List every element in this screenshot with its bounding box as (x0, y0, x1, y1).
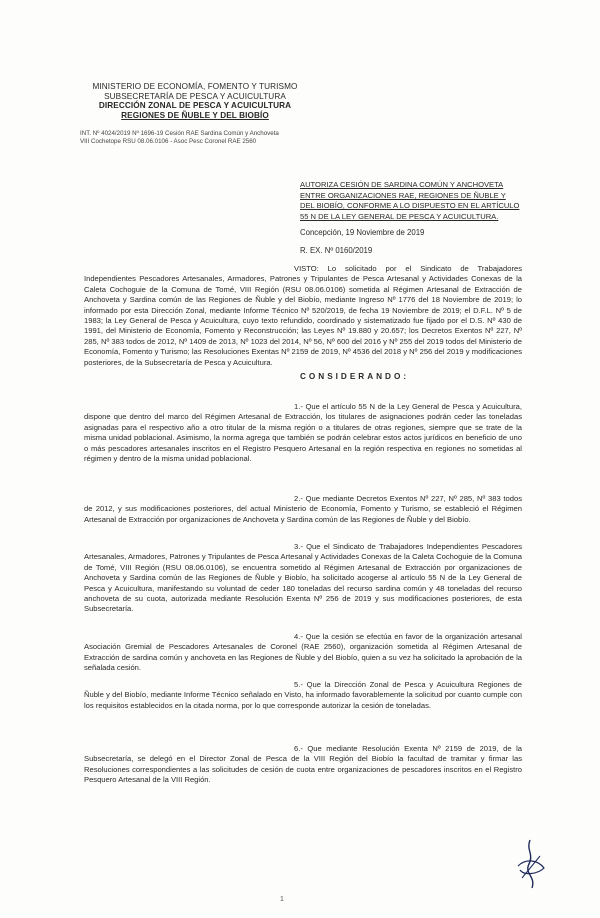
considerando-4 (84, 632, 522, 674)
considerando-1-text: 1.- Que el artículo 55 N de la Ley General de Pesca y Acuicultura, dispone que dentro del marco del Régimen Artesanal de Extracción, los titulares de asignaciones podrán ceder las toneladas asignadas para el respectivo año a otro titular de la misma región o a titulares de otras regiones, siempre que se trate de la misma unidad poblacional. Asimismo, la norma agrega que también se podrán celebrar estos actos jurídicos en beneficio de uno o más pescadores artesanales inscritos en el Registro Pesquero Artesanal en la región respectiva en regiones no sometidas al régimen y dentro de la misma unidad poblacional. (84, 402, 522, 464)
considerando-5-text: 5.- Que la Dirección Zonal de Pesca y Acuicultura Regiones de Ñuble y del Biobío, mediante Informe Técnico señalado en Visto, ha informado favorablemente la solicitud por cuanto cumple con los requisitos establecidos en la citada norma, por lo que corresponde autorizar la cesión de toneladas. (84, 680, 522, 710)
reference-block (80, 130, 320, 146)
considerando-6-text: 6.- Que mediante Resolución Exenta Nº 2159 de 2019, de la Subsecretaría, se delegó en el Director Zonal de Pesca de la VIII Región del Biobío la facultad de tramitar y firmar las Resoluciones correspondientes a las solicitudes de cesión de cuota entre organizaciones de pescadores inscritos en el Registro Pesquero Artesanal de la VIII Región. (84, 744, 522, 785)
considerando-heading: CONSIDERANDO: (300, 372, 410, 381)
header-line-ministry: MINISTERIO DE ECONOMÍA, FOMENTO Y TURISMO (92, 82, 298, 91)
visto-paragraph (84, 264, 522, 368)
reference-line-2: VIII Cochetope RSU 08.06.0106 - Asoc Pesc Coronel RAE 2560 (80, 138, 257, 145)
page-number: 1 (280, 896, 284, 903)
considerando-4-text: 4.- Que la cesión se efectúa en favor de la organización artesanal Asociación Gremial de Pescadores Artesanales de Coronel (RAE 2560), organización sometida al Régimen Artesanal de Extracción de sardina común y anchoveta en las Regiones de Ñuble y del Biobío, quien a su vez ha solicitado la aprobación de la señalada cesión. (84, 632, 522, 673)
handwritten-signature-icon (512, 838, 548, 890)
considerando-5 (84, 680, 522, 711)
considerando-1 (84, 402, 522, 464)
considerando-3 (84, 542, 522, 615)
header-line-direccion: DIRECCIÓN ZONAL DE PESCA Y ACUICULTURA (98, 101, 292, 111)
place-date: Concepción, 19 Noviembre de 2019 (300, 228, 425, 237)
header-line-subsecretaria: SUBSECRETARÍA DE PESCA Y ACUICULTURA (104, 91, 286, 101)
reference-line-1: INT. Nº 4024/2019 Nº 1696-19 Cesión RAE Sardina Común y Anchoveta (80, 130, 279, 137)
considerando-3-text: 3.- Que el Sindicato de Trabajadores Independientes Pescadores Artesanales, Armadores, Patrones y Tripulantes de Pesca Artesanal y Actividades Conexas de la Caleta Cochoguie de la Comuna de Tomé, VIII Región (RSU 08.06.0106), se encuentra sometido al Régimen Artesanal de Extracción por organizaciones de Anchoveta y Sardina común de las Regiones de Ñuble y Biobío, ha solicitado acogerse al artículo 55 N de la Ley General de Pesca y Acuicultura, manifestando su voluntad de ceder 180 toneladas del recurso sardina común y 48 toneladas del recurso anchoveta de su cuota, autorizada mediante Resolución Exenta Nº 256 de 2019 y sus modificaciones posteriores, de esta Subsecretaría. (84, 542, 522, 614)
considerando-2-text: 2.- Que mediante Decretos Exentos Nº 227, Nº 285, Nº 383 todos de 2012, y sus modificaciones posteriores, del actual Ministerio de Economía, Fomento y Turismo, se estableció el Régimen Artesanal de Extracción por organizaciones de Anchoveta y Sardina común de las Regiones de Ñuble y del Biobío. (84, 494, 522, 524)
visto-text: VISTO: Lo solicitado por el Sindicato de Trabajadores Independientes Pescadores Artesanales, Armadores, Patrones y Tripulantes de Pesca Artesanal y Actividades Conexas de la Caleta Cochoguie de la Comuna de Tomé, VIII Región (RSU 08.06.0106) sometida al Régimen Artesanal de Extracción de Anchoveta y Sardina común de las Regiones de Ñuble y del Biobío, mediante Ingreso Nº 1776 del 18 Noviembre de 2019; lo informado por esta Dirección Zonal, mediante Informe Técnico Nº 520/2019, de fecha 19 Noviembre de 2019; el D.F.L. Nº 5 de 1983; la Ley General de Pesca y Acuicultura, cuyo texto refundido, coordinado y sistematizado fue fijado por el D.S. Nº 430 de 1991, del Ministerio de Economía, Fomento y Reconstrucción; las Leyes Nº 19.880 y 20.657; los Decretos Exentos Nº 227, Nº 285, Nº 383 todos de 2012, Nº 1409 de 2013, Nº 1023 del 2014, Nº 56, Nº 600 del 2016 y Nº 255 del 2019 todos del Ministerio de Economía, Fomento y Turismo; las Resoluciones Exentas Nº 2159 de 2019, Nº 4536 del 2018 y Nº 256 del 2019 y modificaciones posteriores, de la Subsecretaría de Pesca y Acuicultura. (84, 264, 522, 367)
considerando-2 (84, 494, 522, 525)
resolution-number: R. EX. Nº 0160/2019 (300, 246, 373, 255)
considerando-6 (84, 744, 522, 786)
ministry-header (70, 82, 320, 120)
header-line-regiones: REGIONES DE ÑUBLE Y DEL BIOBÍO (121, 110, 269, 120)
resolution-subject: AUTORIZA CESIÓN DE SARDINA COMÚN Y ANCHOVETA ENTRE ORGANIZACIONES RAE, REGIONES DE ÑUBLE Y DEL BIOBÍO, CONFORME A LO DISPUESTO EN EL ARTÍCULO 55 N DE LA LEY GENERAL DE PESCA Y ACUICULTURA. (300, 180, 520, 221)
